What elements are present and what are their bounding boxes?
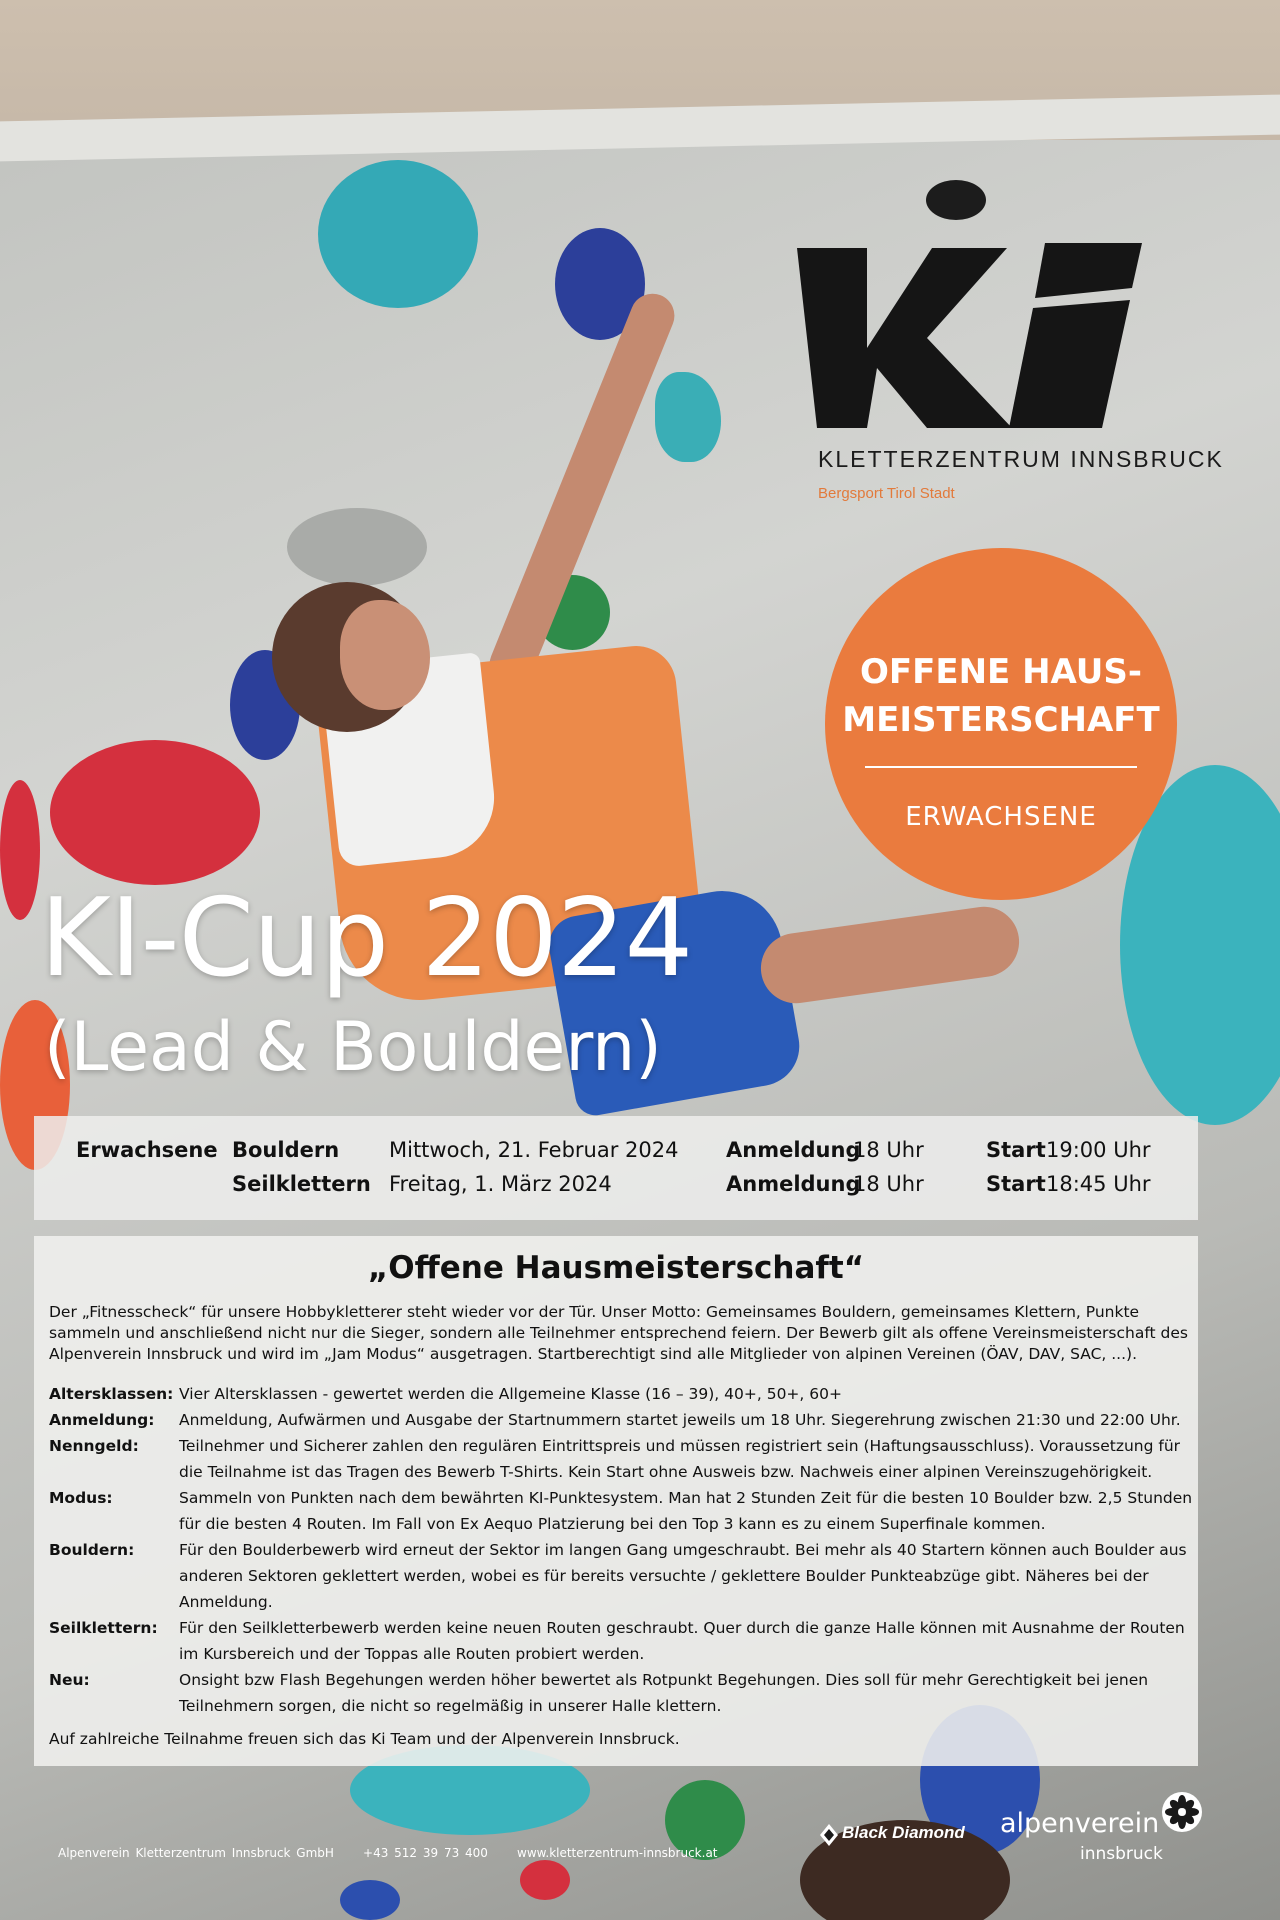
rule-text: Für den Seilkletterbewerb werden keine neuen Routen geschraubt. Quer durch die ganze Halle können mit Ausnahme der Routen im Kursbereich und der Toppas alle Routen probiert werden. bbox=[179, 1619, 1185, 1663]
rule-label: Modus: bbox=[49, 1489, 113, 1507]
footer-contact bbox=[58, 1846, 718, 1860]
rule-label: Nenngeld: bbox=[49, 1437, 139, 1455]
rule-label: Seilklettern: bbox=[49, 1619, 158, 1637]
alpenverein-city: innsbruck bbox=[1080, 1844, 1163, 1864]
rule-item bbox=[49, 1667, 1193, 1719]
logo-title: KLETTERZENTRUM INNSBRUCK bbox=[818, 446, 1224, 472]
rule-item bbox=[49, 1615, 1193, 1667]
alpenverein-logo bbox=[1000, 1808, 1163, 1868]
badge-divider bbox=[865, 766, 1137, 768]
footer-phone: +43 512 39 73 400 bbox=[363, 1846, 488, 1860]
schedule-start-label: Start bbox=[986, 1138, 1046, 1162]
badge-title bbox=[825, 648, 1177, 744]
climbing-hold bbox=[50, 740, 260, 885]
rule-label: Bouldern: bbox=[49, 1541, 135, 1559]
badge-title-line1: OFFENE HAUS- bbox=[859, 652, 1143, 692]
badge-title-line2: MEISTERSCHAFT bbox=[842, 700, 1160, 740]
event-subtitle: (Lead & Bouldern) bbox=[44, 1008, 662, 1087]
schedule-start-label: Start bbox=[986, 1172, 1046, 1196]
rule-item bbox=[49, 1485, 1193, 1537]
rule-item bbox=[49, 1433, 1193, 1485]
rule-text: Sammeln von Punkten nach dem bewährten KI-Punktesystem. Man hat 2 Stunden Zeit für die besten 10 Boulder bzw. 2,5 Stunden für die besten 4 Routen. Im Fall von Ex Aequo Platzierung bei den Top 3 kann es zu einem Superfinale kommen. bbox=[179, 1489, 1193, 1533]
rule-text: Vier Altersklassen - gewertet werden die Allgemeine Klasse (16 – 39), 40+, 50+, 60+ bbox=[179, 1385, 842, 1403]
info-intro: Der „Fitnesscheck“ für unsere Hobbykletterer steht wieder vor der Tür. Unser Motto: Gemeinsames Bouldern, gemeinsames Klettern, Punkte sammeln und anschließend nicht nur die Sieger, sondern alle Teilnehmer entsprechend feiern. Der Bewerb gilt als offene Vereinsmeisterschaft des Alpenverein Innsbruck und wird im „Jam Modus“ ausgetragen. Startberechtigt sind alle Mitglieder von alpinen Vereinen (ÖAV, DAV, SAC, ...). bbox=[49, 1303, 1188, 1363]
black-diamond-logo bbox=[820, 1818, 980, 1852]
schedule-category: Erwachsene bbox=[76, 1138, 218, 1162]
ki-logo-mark bbox=[797, 228, 1147, 428]
alpenverein-name: alpenverein bbox=[1000, 1808, 1160, 1839]
rules-list bbox=[49, 1381, 1193, 1719]
schedule-date: Mittwoch, 21. Februar 2024 bbox=[389, 1138, 679, 1162]
rule-item bbox=[49, 1381, 1193, 1407]
schedule-start-time: 19:00 Uhr bbox=[1046, 1138, 1151, 1162]
diamond-icon bbox=[820, 1824, 838, 1846]
climbing-hold bbox=[340, 1880, 400, 1920]
climbing-hold bbox=[318, 160, 478, 308]
footer-website[interactable]: www.kletterzentrum-innsbruck.at bbox=[517, 1846, 718, 1860]
schedule-registration-label: Anmeldung bbox=[726, 1138, 861, 1162]
black-diamond-text: Black Diamond bbox=[842, 1823, 965, 1842]
schedule-discipline: Seilklettern bbox=[232, 1172, 371, 1196]
info-box bbox=[34, 1236, 1198, 1766]
edelweiss-icon bbox=[1162, 1792, 1202, 1832]
climbing-hold bbox=[287, 508, 427, 586]
info-heading: „Offene Hausmeisterschaft“ bbox=[367, 1250, 865, 1286]
schedule-registration-time: 18 Uhr bbox=[853, 1138, 924, 1162]
kletterzentrum-logo bbox=[792, 228, 1224, 508]
climbing-hold bbox=[926, 180, 986, 220]
rule-text: Teilnehmer und Sicherer zahlen den regulären Eintrittspreis und müssen registriert sein (Haftungsausschluss). Voraussetzung für die Teilnahme ist das Tragen des Bewerb T-Shirts. Kein Start ohne Ausweis bzw. Nachweis einer alpinen Vereinszugehörigkeit. bbox=[179, 1437, 1181, 1481]
rule-label: Neu: bbox=[49, 1671, 90, 1689]
event-badge bbox=[825, 548, 1177, 900]
schedule-registration-label: Anmeldung bbox=[726, 1172, 861, 1196]
climbing-hold bbox=[655, 372, 721, 462]
event-title: KI-Cup 2024 bbox=[40, 876, 693, 1001]
schedule-discipline: Bouldern bbox=[232, 1138, 340, 1162]
climbing-hold bbox=[0, 780, 40, 920]
info-closing: Auf zahlreiche Teilnahme freuen sich das Ki Team und der Alpenverein Innsbruck. bbox=[49, 1730, 680, 1748]
rule-text: Anmeldung, Aufwärmen und Ausgabe der Startnummern startet jeweils um 18 Uhr. Siegerehrung zwischen 21:30 und 22:00 Uhr. bbox=[179, 1411, 1181, 1429]
climber-leg bbox=[756, 902, 1023, 1008]
rule-text: Onsight bzw Flash Begehungen werden höher bewertet als Rotpunkt Begehungen. Dies soll für mehr Gerechtigkeit bei jenen Teilnehmern sorgen, die nicht so regelmäßig in unserer Halle klettern. bbox=[179, 1671, 1149, 1715]
climber-face bbox=[340, 600, 430, 710]
badge-subtitle: ERWACHSENE bbox=[905, 802, 1097, 832]
rule-label: Altersklassen: bbox=[49, 1385, 174, 1403]
climbing-hold bbox=[520, 1860, 570, 1900]
schedule-box bbox=[34, 1116, 1198, 1220]
logo-subtitle: Bergsport Tirol Stadt bbox=[818, 485, 955, 502]
rule-label: Anmeldung: bbox=[49, 1411, 155, 1429]
schedule-row bbox=[34, 1138, 1198, 1172]
rule-item bbox=[49, 1407, 1193, 1433]
footer-company: Alpenverein Kletterzentrum Innsbruck GmbH bbox=[58, 1846, 334, 1860]
rule-item bbox=[49, 1537, 1193, 1615]
schedule-start-time: 18:45 Uhr bbox=[1046, 1172, 1151, 1196]
schedule-row bbox=[34, 1172, 1198, 1206]
schedule-date: Freitag, 1. März 2024 bbox=[389, 1172, 612, 1196]
rule-text: Für den Boulderbewerb wird erneut der Sektor im langen Gang umgeschraubt. Bei mehr als 40 Startern können auch Boulder aus anderen Sektoren geklettert werden, wobei es für bereits versuchte / geklettere Boulder Punkteabzüge gibt. Näheres bei der Anmeldung. bbox=[179, 1541, 1187, 1611]
schedule-registration-time: 18 Uhr bbox=[853, 1172, 924, 1196]
